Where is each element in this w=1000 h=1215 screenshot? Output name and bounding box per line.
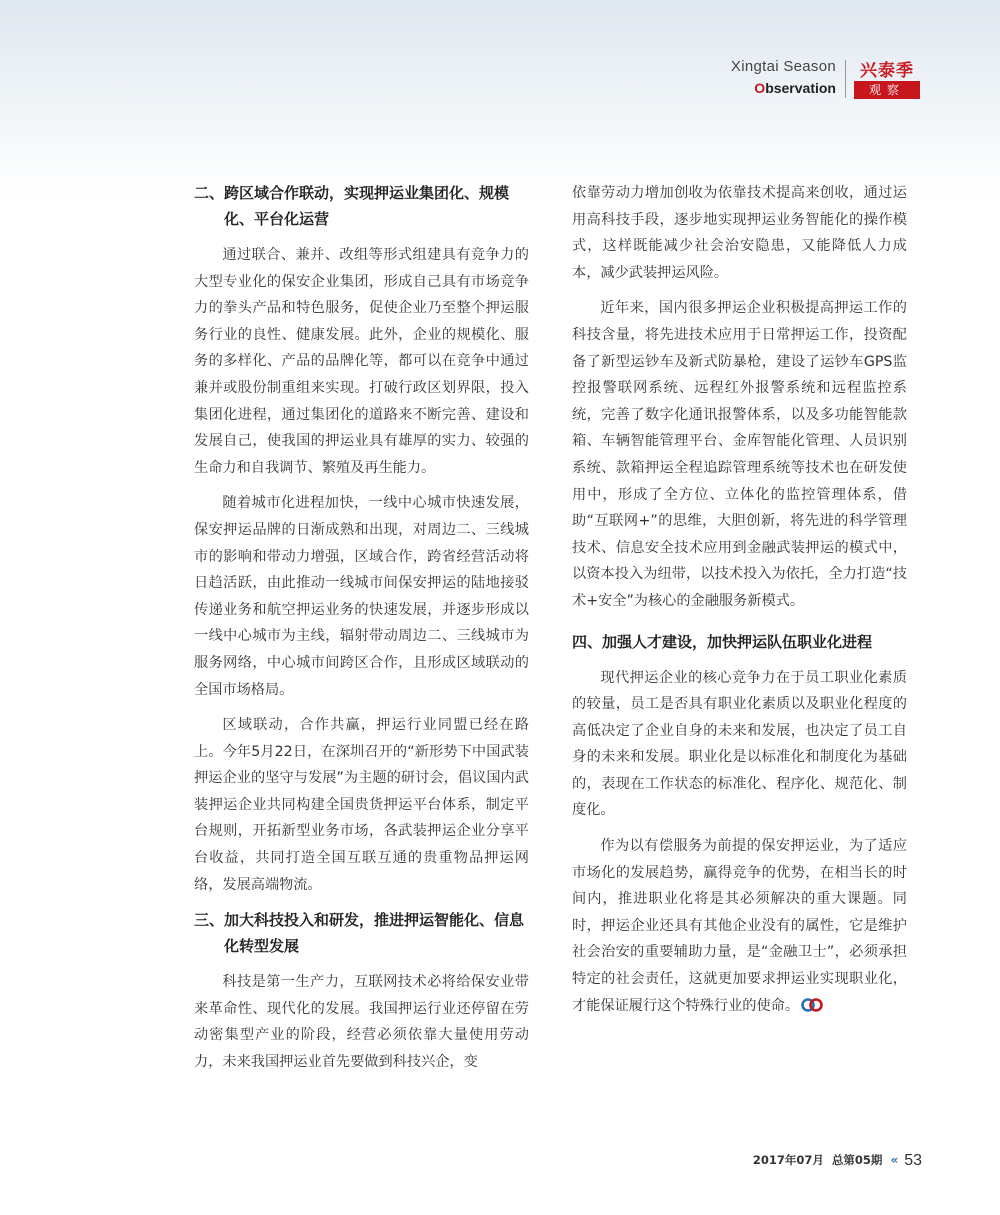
masthead-divider: [845, 60, 846, 98]
section-heading-3-number: 三、: [194, 911, 225, 930]
paragraph: 现代押运企业的核心竞争力在于员工职业化素质的较量，员工是否具有职业化素质以及职业化程度的高低决定了企业自身的未来和发展，也决定了员工自身的未来和发展。职业化是以标准化和制度化为基础的，表现在工作状态的标准化、程序化、规范化、制度化。: [572, 669, 907, 819]
issue-date: 2017年07月: [752, 1153, 824, 1167]
masthead-section-initial: O: [754, 80, 766, 96]
masthead-section-rest: bservation: [765, 80, 836, 96]
page-number: 53: [904, 1152, 922, 1169]
left-column: [194, 180, 529, 1076]
right-column: [572, 180, 907, 1019]
paragraph-final: [572, 833, 907, 1019]
masthead-chinese-section: 观察: [854, 81, 920, 99]
section-heading-2-number: 二、: [194, 184, 225, 202]
header-background: [0, 0, 1000, 200]
paragraph: 区域联动，合作共赢，押运行业同盟已经在路上。今年5月22日，在深圳召开的“新形势下中国武装押运企业的坚守与发展”为主题的研讨会，倡议国内武装押运企业共同构建全国贵货押运平台体系，制定平台规则，开拓新型业务市场，各武装押运企业分享平台收益，共同打造全国互联互通的贵重物品押运网络，发展高端物流。: [194, 717, 529, 893]
masthead-section-name: [754, 80, 836, 96]
section-heading-3-text: 加大科技投入和研发，推进押运智能化、信息化转型发展: [224, 911, 525, 956]
paragraph-final-text: 作为以有偿服务为前提的保安押运业，为了适应市场化的发展趋势，赢得竞争的优势，在相当长的时间内，推进职业化将是其必须解决的重大课题。同时，押运企业还具有其他企业没有的属性，它是维护社会治安的重要辅助力量，是“金融卫士”，必须承担特定的社会责任，这就更加要求押运业实现职业化，才能保证履行这个特殊行业的使命。: [572, 838, 907, 1014]
masthead-chinese-title: 兴泰季: [860, 61, 914, 81]
page-footer: [753, 1152, 922, 1172]
paragraph: 科技是第一生产力，互联网技术必将给保安业带来革命性、现代化的发展。我国押运行业还停留在劳动密集型产业的阶段，经营必须依靠大量使用劳动力，未来我国押运业首先要做到科技兴企，变: [194, 974, 529, 1071]
section-heading-2: [194, 180, 529, 232]
section-heading-4-text: 加强人才建设，加快押运队伍职业化进程: [602, 632, 873, 651]
paragraph: 随着城市化进程加快，一线中心城市快速发展，保安押运品牌的日渐成熟和出现，对周边二、三线城市的影响和带动力增强，区域合作，跨省经营活动将日趋活跃，由此推动一线城市间保安押运的陆地接驳传递业务和航空押运业务的快速发展，并逐步形成以一线中心城市为主线，辐射带动周边二、三线城市为服务网络，中心城市间跨区合作，且形成区域联动的全国市场格局。: [194, 495, 529, 698]
section-heading-2-text: 跨区域合作联动，实现押运业集团化、规模化、平台化运营: [224, 184, 510, 228]
double-chevron-left-icon: «: [890, 1153, 899, 1167]
end-mark-icon: [801, 998, 823, 1012]
paragraph: 通过联合、兼并、改组等形式组建具有竞争力的大型专业化的保安企业集团，形成自己具有市场竞争力的拳头产品和特色服务，促使企业乃至整个押运服务行业的良性、健康发展。此外，企业的规模化、服务的多样化、产品的品牌化等，都可以在竞争中通过兼并或股份制重组来实现。打破行政区划界限，投入集团化进程，通过集团化的道路来不断完善、建设和发展自己，使我国的押运业具有雄厚的实力、较强的生命力和自我调节、繁殖及再生能力。: [194, 247, 529, 476]
issue-number: 总第05期: [831, 1153, 883, 1167]
masthead-english-title: Xingtai Season: [730, 58, 836, 75]
section-heading-4-number: 四、: [572, 632, 603, 651]
paragraph: 近年来，国内很多押运企业积极提高押运工作的科技含量，将先进技术应用于日常押运工作，投资配备了新型运钞车及新式防暴枪，建设了运钞车GPS监控报警联网系统、远程红外报警系统和远程监控系统，完善了数字化通讯报警体系，以及多功能智能款箱、车辆智能管理平台、金库智能化管理、人员识别系统、款箱押运全程追踪管理系统等技术也在研发使用中，形成了全方位、立体化的监控管理体系，借助“互联网+”的思维，大胆创新，将先进的科学管理技术、信息安全技术应用到金融武装押运的模式中，以资本投入为纽带，以技术投入为依托，全力打造“技术+安全”为核心的金融服务新模式。: [572, 300, 907, 609]
section-heading-3: [194, 907, 529, 959]
section-heading-4: [572, 629, 907, 655]
paragraph-continued: 依靠劳动力增加创收为依靠技术提高来创收，通过运用高科技手段，逐步地实现押运业务智能化的操作模式，这样既能减少社会治安隐患，又能降低人力成本，减少武装押运风险。: [572, 185, 907, 281]
